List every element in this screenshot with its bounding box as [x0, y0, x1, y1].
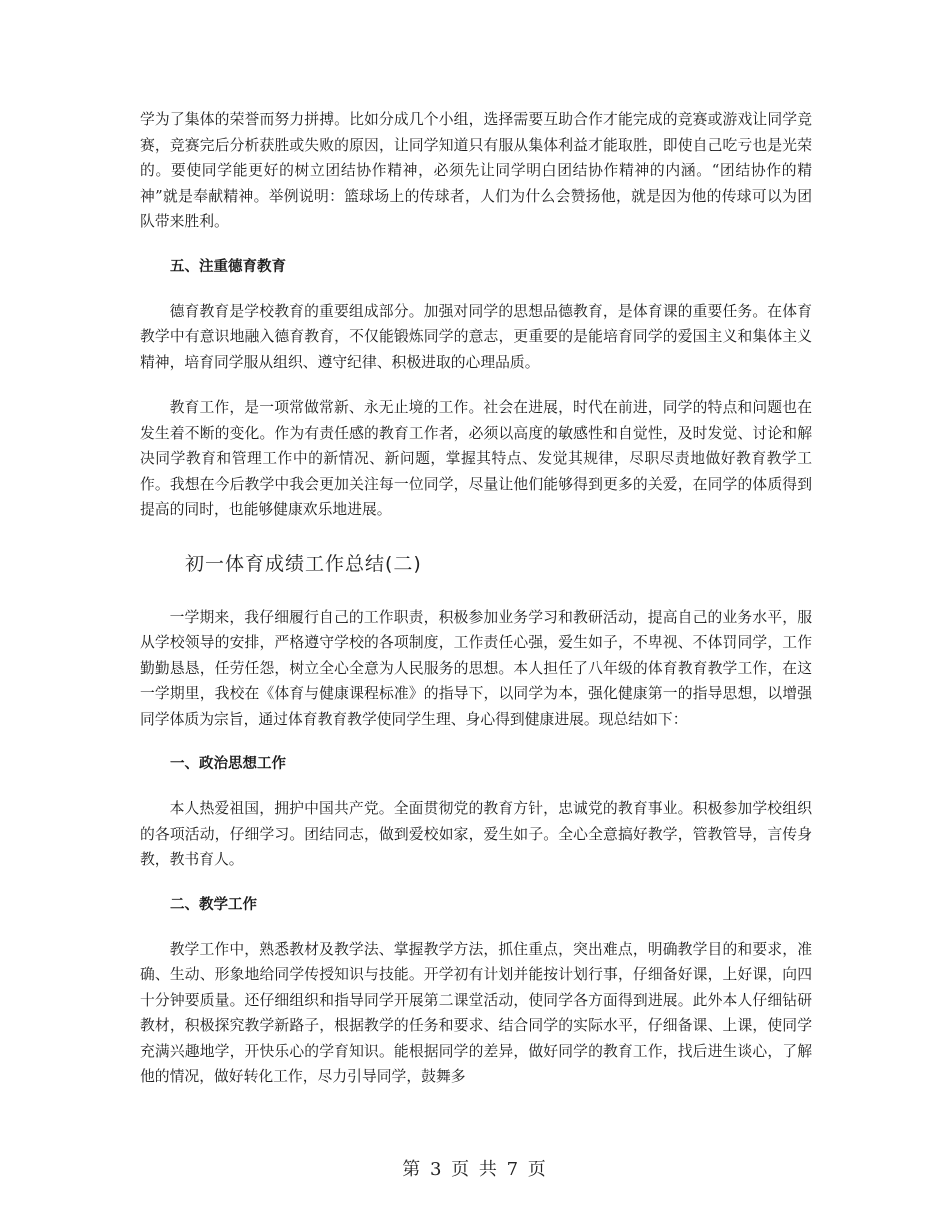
paragraph-education-work: 教育工作，是一项常做常新、永无止境的工作。社会在进展，时代在前进，同学的特点和问题也在发生着不断的变化。作为有责任感的教育工作者，必须以高度的敏感性和自觉性，及时发觉、讨论和解决同学教育和管理工作中的新情况、新问题，掌握其特点、发觉其规律，尽职尽责地做好教育教学工作。我想在今后教学中我会更加关注每一位同学，尽量让他们能够得到更多的关爱，在同学的体质得到提高的同时，也能够健康欢乐地进展。 [140, 399, 812, 518]
section-heading-moral-education: 五、注重德育教育 [170, 258, 286, 275]
page-number-footer: 第 3 页 共 7 页 [402, 1159, 548, 1180]
paragraph-teamwork-continued: 学为了集体的荣誉而努力拼搏。比如分成几个小组，选择需要互助合作才能完成的竞赛或游戏让同学竞赛，竞赛完后分析获胜或失败的原因，让同学知道只有服从集体利益才能取胜，即使自己吃亏也是光荣的。要使同学能更好的树立团结协作精神，必须先让同学明白团结协作精神的内涵。“团结协作的精神”就是奉献精神。举例说明：篮球场上的传球者，人们为什么会赞扬他，就是因为他的传球可以为团队带来胜利。 [140, 111, 812, 230]
page-content [140, 107, 812, 1090]
section-heading-teaching: 二、教学工作 [170, 896, 257, 913]
paragraph-semester-intro: 一学期来，我仔细履行自己的工作职责，积极参加业务学习和教研活动，提高自己的业务水平，服从学校领导的安排，严格遵守学校的各项制度，工作责任心强，爱生如子，不卑视、不体罚同学，工作勤勤恳恳，任劳任怨，树立全心全意为人民服务的思想。本人担任了八年级的体育教育教学工作，在这一学期里，我校在《体育与健康课程标准》的指导下，以同学为本，强化健康第一的指导思想，以增强同学体质为宗旨，通过体育教育教学使同学生理、身心得到健康进展。现总结如下： [140, 608, 812, 728]
paragraph-moral-education: 德育教育是学校教育的重要组成部分。加强对同学的思想品德教育，是体育课的重要任务。在体育教学中有意识地融入德育教育，不仅能锻炼同学的意志，更重要的是能培育同学的爱国主义和集体主义精神，培育同学服从组织、遵守纪律、积极进取的心理品质。 [140, 302, 812, 371]
paragraph-teaching: 教学工作中，熟悉教材及教学法、掌握教学方法，抓住重点，突出难点，明确教学目的和要求，准确、生动、形象地给同学传授知识与技能。开学初有计划并能按计划行事，仔细备好课，上好课，向四十分钟要质量。还仔细组织和指导同学开展第二课堂活动，使同学各方面得到进展。此外本人仔细钻研教材，积极探究教学新路子，根据教学的任务和要求、结合同学的实际水平，仔细备课、上课，使同学充满兴趣地学，开快乐心的学育知识。能根据同学的差异，做好同学的教育工作，找后进生谈心，了解他的情况，做好转化工作，尽力引导同学，鼓舞多 [140, 940, 812, 1085]
paragraph-political: 本人热爱祖国，拥护中国共产党。全面贯彻党的教育方针，忠诚党的教育事业。积极参加学校组织的各项活动，仔细学习。团结同志，做到爱校如家，爱生如子。全心全意搞好教学，管教管导，言传身教，教书育人。 [140, 800, 812, 868]
section-heading-political: 一、政治思想工作 [170, 756, 286, 772]
article-title: 初一体育成绩工作总结(二) [185, 552, 422, 575]
